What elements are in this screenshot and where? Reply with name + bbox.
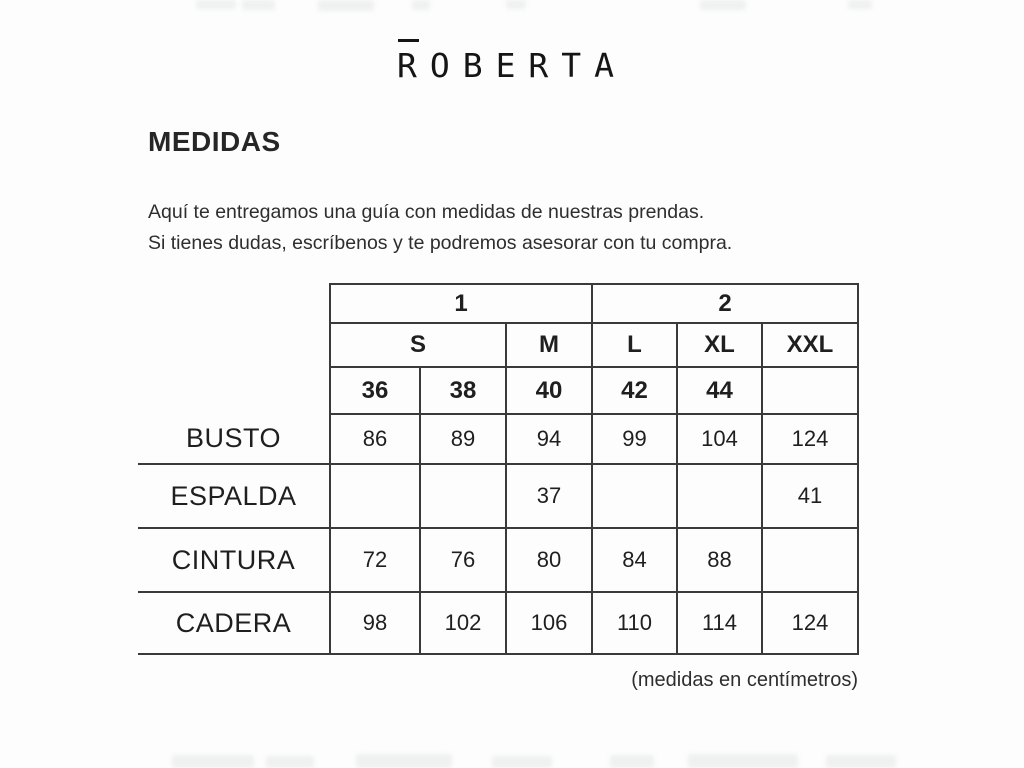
measure-cell: 86 [330,414,420,464]
top-edge-artifact [506,0,526,9]
size-table-grid [138,283,859,655]
intro-line-2: Si tienes dudas, escríbenos y te podremos asesorar con tu compra. [148,232,733,254]
measure-cell [420,464,506,528]
measure-cell: 88 [677,528,762,592]
measure-cell: 76 [420,528,506,592]
logo-letters-rest: OBERTA [429,46,628,85]
top-edge-artifact [318,0,374,11]
top-edge-artifact [242,0,275,10]
top-edge-artifact [848,0,872,9]
bottom-edge-artifact [826,755,896,768]
size-header-m: M [506,323,592,367]
size-header-s: S [330,323,506,367]
measure-cell [762,528,858,592]
table-row-cintura [138,528,858,592]
label-spacer [138,284,330,323]
row-label-espalda: ESPALDA [138,464,330,528]
bottom-edge-artifact [492,756,552,768]
measure-cell: 114 [677,592,762,654]
bottom-edge-artifact [266,756,314,768]
top-edge-artifact [196,0,236,9]
table-row-busto [138,414,858,464]
numeric-size-cell: 36 [330,367,420,414]
size-header-xl: XL [677,323,762,367]
measure-cell: 80 [506,528,592,592]
top-edge-artifact [412,0,430,10]
measure-cell: 94 [506,414,592,464]
measure-cell: 98 [330,592,420,654]
measure-cell: 102 [420,592,506,654]
bottom-edge-artifact [610,755,654,768]
numeric-size-cell: 38 [420,367,506,414]
row-label-cadera: CADERA [138,592,330,654]
measure-cell: 41 [762,464,858,528]
measure-cell [592,464,677,528]
logo-letter-r-with-macron: R [396,46,430,85]
measure-cell [330,464,420,528]
measure-cell: 106 [506,592,592,654]
measure-cell: 124 [762,592,858,654]
measure-cell: 99 [592,414,677,464]
group-header-1: 1 [330,284,592,323]
top-edge-artifact [700,0,746,10]
row-label-busto: BUSTO [138,414,330,464]
table-row-espalda [138,464,858,528]
measure-cell: 72 [330,528,420,592]
numeric-size-cell [762,367,858,414]
intro-text [148,197,732,259]
units-footnote: (medidas en centímetros) [631,669,858,691]
numeric-size-cell: 42 [592,367,677,414]
measure-cell: 89 [420,414,506,464]
measure-cell: 110 [592,592,677,654]
size-header-xxl: XXL [762,323,858,367]
label-spacer [138,367,330,414]
table-row-cadera [138,592,858,654]
label-spacer [138,323,330,367]
measure-cell: 124 [762,414,858,464]
size-table [138,283,859,655]
brand-logo [0,46,1024,85]
size-header-l: L [592,323,677,367]
bottom-edge-artifact [172,755,254,768]
measure-cell: 104 [677,414,762,464]
bottom-edge-artifact [688,754,798,768]
numeric-size-cell: 44 [677,367,762,414]
group-header-2: 2 [592,284,858,323]
numeric-size-cell: 40 [506,367,592,414]
row-label-cintura: CINTURA [138,528,330,592]
measure-cell: 37 [506,464,592,528]
measure-cell [677,464,762,528]
intro-line-1: Aquí te entregamos una guía con medidas de nuestras prendas. [148,201,705,223]
bottom-edge-artifact [356,754,452,768]
page-title: MEDIDAS [148,126,281,157]
measure-cell: 84 [592,528,677,592]
